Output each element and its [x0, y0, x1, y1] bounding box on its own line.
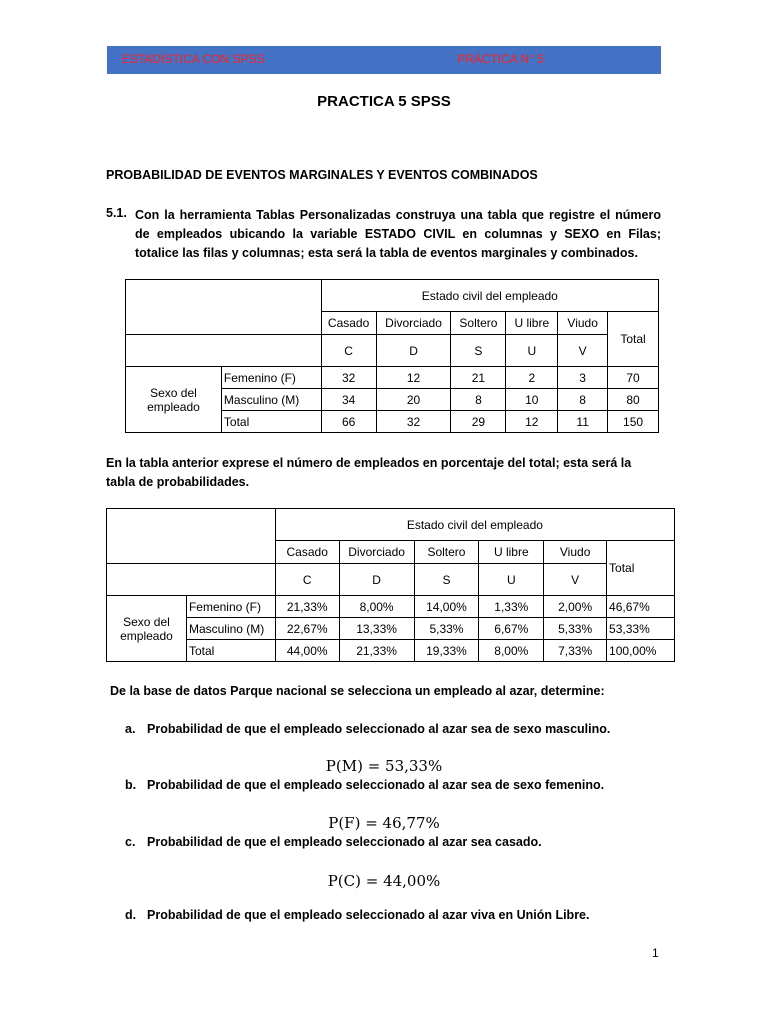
corner-cell [126, 280, 322, 335]
row-label: Total [221, 411, 321, 433]
cell-total: 53,33% [607, 618, 675, 640]
cell: 2 [506, 367, 558, 389]
col-code: C [321, 335, 376, 367]
total-header: Total [608, 312, 659, 367]
section-title: PROBABILIDAD DE EVENTOS MARGINALES Y EVENTOS COMBINADOS [106, 168, 538, 182]
question-letter: c. [125, 835, 136, 849]
col-header: Soltero [414, 541, 479, 564]
row-label: Masculino (M) [186, 618, 275, 640]
cell: 8,00% [479, 640, 544, 662]
col-code: V [544, 564, 607, 596]
cell: 19,33% [414, 640, 479, 662]
empty-cell [107, 564, 276, 596]
col-header: Casado [275, 541, 339, 564]
row-label: Femenino (F) [186, 596, 275, 618]
cell: 13,33% [339, 618, 414, 640]
col-header: U libre [506, 312, 558, 335]
row-label: Total [186, 640, 275, 662]
question-letter: d. [125, 908, 137, 922]
cell: 10 [506, 389, 558, 411]
cell: 5,33% [544, 618, 607, 640]
cell: 66 [321, 411, 376, 433]
probabilities-table [106, 508, 675, 662]
total-header: Total [607, 541, 675, 596]
corner-cell [107, 509, 276, 564]
cell: 22,67% [275, 618, 339, 640]
cell: 2,00% [544, 596, 607, 618]
question-text: Probabilidad de que el empleado seleccionado al azar sea de sexo femenino. [147, 778, 605, 792]
row-group-label: Sexo del empleado [126, 367, 222, 433]
cell: 6,67% [479, 618, 544, 640]
col-header: Divorciado [339, 541, 414, 564]
col-header: Casado [321, 312, 376, 335]
item-number: 5.1. [106, 206, 127, 220]
cell: 7,33% [544, 640, 607, 662]
cell: 21,33% [275, 596, 339, 618]
cell: 3 [558, 367, 608, 389]
col-header: Viudo [558, 312, 608, 335]
item-text: Con la herramienta Tablas Personalizadas construya una tabla que registre el número de empleados ubicando la variable ESTADO CIVIL en columnas y SEXO en Filas; totalice las filas y columnas; esta será la tabla de eventos marginales y combinados. [135, 208, 661, 260]
formula-b: P(F) = 46,77% [328, 814, 440, 832]
col-code: U [479, 564, 544, 596]
col-header: Soltero [451, 312, 506, 335]
paragraph-percent: En la tabla anterior exprese el número de empleados en porcentaje del total; esta será la tabla de probabilidades. [106, 456, 632, 489]
col-header: Divorciado [376, 312, 451, 335]
cell-total: 70 [608, 367, 659, 389]
formula-a: P(M) = 53,33% [325, 757, 443, 775]
question-text: Probabilidad de que el empleado seleccionado al azar viva en Unión Libre. [147, 908, 590, 922]
question-text: Probabilidad de que el empleado seleccionado al azar sea casado. [147, 835, 542, 849]
row-label: Masculino (M) [221, 389, 321, 411]
row-group-label: Sexo del empleado [107, 596, 187, 662]
cell: 14,00% [414, 596, 479, 618]
empty-cell [126, 335, 322, 367]
col-header: Viudo [544, 541, 607, 564]
col-header: U libre [479, 541, 544, 564]
page-title: PRACTICA 5 SPSS [317, 93, 451, 110]
col-code: D [376, 335, 451, 367]
cell: 11 [558, 411, 608, 433]
cell: 8,00% [339, 596, 414, 618]
cell: 12 [376, 367, 451, 389]
cell: 34 [321, 389, 376, 411]
col-code: D [339, 564, 414, 596]
col-code: C [275, 564, 339, 596]
cell: 29 [451, 411, 506, 433]
cell-total: 80 [608, 389, 659, 411]
cell: 44,00% [275, 640, 339, 662]
question-letter: a. [125, 722, 136, 736]
cell: 8 [451, 389, 506, 411]
col-code: U [506, 335, 558, 367]
col-code: S [414, 564, 479, 596]
cell-total: 100,00% [607, 640, 675, 662]
col-code: S [451, 335, 506, 367]
question-text: Probabilidad de que el empleado seleccionado al azar sea de sexo masculino. [147, 722, 611, 736]
cell-total: 46,67% [607, 596, 675, 618]
cell: 1,33% [479, 596, 544, 618]
cell: 5,33% [414, 618, 479, 640]
header-practice: PRÁCTICA N° 5 [457, 52, 544, 66]
cell: 21 [451, 367, 506, 389]
cell: 32 [376, 411, 451, 433]
counts-table [125, 279, 659, 433]
formula-c: P(C) = 44,00% [327, 872, 441, 890]
cell: 20 [376, 389, 451, 411]
cell-total: 150 [608, 411, 659, 433]
group-header: Estado civil del empleado [321, 280, 658, 312]
group-header: Estado civil del empleado [275, 509, 674, 541]
question-letter: b. [125, 778, 137, 792]
page-number: 1 [652, 946, 659, 960]
intro-text: De la base de datos Parque nacional se selecciona un empleado al azar, determine: [110, 684, 605, 698]
row-label: Femenino (F) [221, 367, 321, 389]
col-code: V [558, 335, 608, 367]
cell: 32 [321, 367, 376, 389]
cell: 21,33% [339, 640, 414, 662]
cell: 8 [558, 389, 608, 411]
header-course: ESTADÍSTICA CON SPSS [122, 52, 265, 66]
cell: 12 [506, 411, 558, 433]
